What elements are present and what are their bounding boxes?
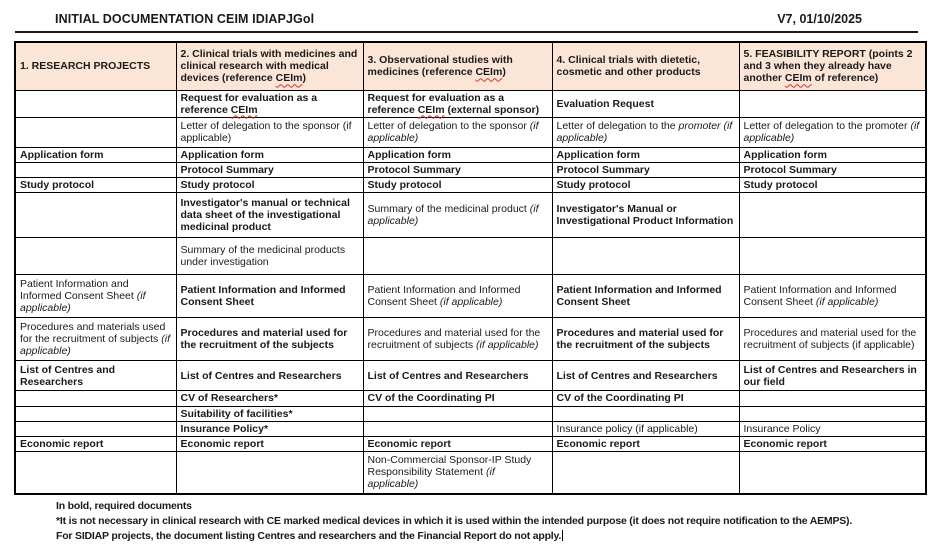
table-cell: [363, 147, 552, 162]
table-row: [15, 90, 926, 117]
cell-text: (if applicable): [556, 120, 733, 145]
footer-note-sidiap-text: For SIDIAP projects, the document listing Centres and researchers and the Financial Report do not apply.: [56, 529, 562, 542]
table-cell: [739, 193, 926, 238]
table-row: [15, 436, 926, 451]
cell-text: Study protocol: [743, 179, 818, 192]
cell-text: Letter of delegation to the sponsor: [367, 120, 530, 133]
cell-text: Procedures and material used for the recruitment of the subjects: [556, 327, 724, 352]
cell-text: Application form: [20, 148, 104, 161]
column-header-1: [15, 42, 176, 90]
table-cell: [15, 163, 176, 178]
cell-text: Study protocol: [367, 179, 442, 192]
cell-text: CV of the Coordinating PI: [556, 392, 684, 405]
table-cell: [739, 117, 926, 147]
table-cell: [739, 163, 926, 178]
table-cell: [552, 238, 739, 275]
table-cell: [15, 318, 176, 361]
table-cell: [739, 90, 926, 117]
table-cell: [176, 452, 363, 494]
table-row: [15, 163, 926, 178]
table-cell: [363, 238, 552, 275]
table-cell: [363, 163, 552, 178]
table-row: [15, 193, 926, 238]
table-cell: [176, 391, 363, 406]
cell-text: Suitability of facilities*: [180, 407, 293, 420]
text-cursor: [562, 530, 563, 541]
cell-text: Investigator's manual or technical data sheet of the investigational medicinal product: [180, 197, 350, 234]
cell-text: Protocol Summary: [556, 164, 650, 177]
table-row: [15, 117, 926, 147]
table-cell: [15, 406, 176, 421]
cell-text: ): [302, 72, 306, 85]
table-cell: [176, 163, 363, 178]
table-row: [15, 406, 926, 421]
cell-text: Summary of the medicinal products under investigation: [180, 244, 346, 269]
cell-text: Procedures and materials used for the recruitment of subjects: [20, 321, 166, 346]
ceim-spellcheck-text: CEIm: [275, 72, 303, 85]
cell-text: Application form: [556, 148, 640, 161]
table-cell: [552, 178, 739, 193]
cell-text: Non-Commercial Sponsor-IP Study Responsibility Statement: [367, 454, 532, 479]
table-cell: [552, 361, 739, 391]
table-cell: [552, 193, 739, 238]
table-cell: [15, 436, 176, 451]
table-cell: [552, 163, 739, 178]
table-cell: [739, 391, 926, 406]
cell-text: Letter of delegation to the promoter: [743, 120, 911, 133]
ceim-spellcheck-text: CEIm: [417, 103, 445, 116]
table-cell: [552, 318, 739, 361]
table-cell: [176, 147, 363, 162]
table-cell: [739, 238, 926, 275]
cell-text: Insurance Policy*: [180, 422, 269, 435]
table-cell: [739, 436, 926, 451]
table-cell: [363, 117, 552, 147]
cell-text: 3. Observational studies with medicines (reference: [367, 54, 513, 79]
cell-text: Economic report: [556, 437, 640, 450]
cell-text: Letter of delegation to the: [556, 120, 679, 133]
table-cell: [363, 436, 552, 451]
cell-text: 5. FEASIBILITY REPORT (points 2 and 3 when they already have another: [743, 47, 913, 85]
cell-text: CV of Researchers*: [180, 392, 278, 405]
cell-text: (if applicable): [20, 333, 170, 358]
cell-text: Patient Information and Informed Consent Sheet: [180, 284, 346, 309]
table-cell: [176, 193, 363, 238]
table-cell: [15, 361, 176, 391]
column-header-4: [552, 42, 739, 90]
cell-text: (if applicable): [815, 296, 879, 309]
table-cell: [176, 275, 363, 318]
cell-text: Request for evaluation as a reference: [367, 91, 505, 116]
cell-text: promoter: [678, 120, 721, 133]
cell-text: Economic report: [743, 437, 827, 450]
table-cell: [176, 436, 363, 451]
documentation-table: [14, 41, 927, 495]
table-row: [15, 452, 926, 494]
table-cell: [15, 90, 176, 117]
cell-text: Patient Information and Informed Consent Sheet: [367, 284, 521, 309]
ceim-spellcheck-text: CEIm: [784, 72, 812, 85]
table-cell: [15, 421, 176, 436]
cell-text: Application form: [367, 148, 451, 161]
table-cell: [176, 318, 363, 361]
cell-text: 4. Clinical trials with dietetic, cosmetic and other products: [556, 54, 701, 79]
cell-text: Study protocol: [180, 179, 255, 192]
cell-text: List of Centres and Researchers: [367, 369, 529, 382]
table-cell: [15, 147, 176, 162]
table-cell: [176, 178, 363, 193]
table-cell: [552, 436, 739, 451]
cell-text: Economic report: [20, 437, 104, 450]
cell-text: Protocol Summary: [743, 164, 837, 177]
cell-text: (external sponsor): [444, 103, 540, 116]
table-cell: [739, 318, 926, 361]
cell-text: (if applicable): [743, 120, 920, 145]
table-cell: [15, 275, 176, 318]
table-row: [15, 147, 926, 162]
table-cell: [739, 421, 926, 436]
table-row: [15, 318, 926, 361]
cell-text: Application form: [180, 148, 264, 161]
ceim-spellcheck-text: CEIm: [475, 66, 503, 79]
table-cell: [363, 452, 552, 494]
cell-text: (if applicable): [20, 290, 146, 315]
document-header: [15, 4, 918, 33]
cell-text: Letter of delegation to the sponsor (if applicable): [180, 120, 352, 145]
cell-text: Procedures and material used for the recruitment of subjects (if applicable): [743, 327, 917, 352]
table-body: [15, 90, 926, 494]
table-cell: [15, 193, 176, 238]
cell-text: Protocol Summary: [367, 164, 461, 177]
cell-text: List of Centres and Researchers in our field: [743, 363, 917, 388]
table-cell: [552, 406, 739, 421]
table-cell: [15, 117, 176, 147]
table-cell: [176, 421, 363, 436]
table-cell: [739, 178, 926, 193]
cell-text: Economic report: [367, 437, 451, 450]
cell-text: Patient Information and Informed Consent Sheet: [556, 284, 722, 309]
cell-text: Evaluation Request: [556, 97, 654, 110]
table-row: [15, 275, 926, 318]
table-cell: [176, 361, 363, 391]
table-cell: [15, 452, 176, 494]
footer-notes: [56, 499, 933, 544]
table-cell: [552, 147, 739, 162]
cell-text: ): [502, 66, 506, 79]
cell-text: Economic report: [180, 437, 264, 450]
table-cell: [15, 178, 176, 193]
table-cell: [739, 452, 926, 494]
table-cell: [739, 275, 926, 318]
table-cell: [363, 275, 552, 318]
cell-text: (if applicable): [367, 120, 539, 145]
table-cell: [739, 361, 926, 391]
ceim-spellcheck-text: CEIm: [230, 103, 258, 116]
cell-text: (if applicable): [367, 466, 495, 491]
cell-text: of reference): [811, 72, 879, 85]
cell-text: Request for evaluation as a reference: [180, 91, 318, 116]
table-cell: [552, 421, 739, 436]
cell-text: Insurance Policy: [743, 422, 821, 435]
table-cell: [363, 193, 552, 238]
table-cell: [552, 90, 739, 117]
table-cell: [739, 147, 926, 162]
version-label: V7, 01/10/2025: [777, 12, 862, 26]
cell-text: Application form: [743, 148, 827, 161]
cell-text: (if applicable): [367, 203, 539, 228]
cell-text: (if applicable): [439, 296, 503, 309]
table-cell: [176, 90, 363, 117]
cell-text: List of Centres and Researchers: [556, 369, 718, 382]
table-cell: [176, 406, 363, 421]
cell-text: 1. RESEARCH PROJECTS: [20, 60, 151, 73]
table-cell: [363, 391, 552, 406]
cell-text: List of Centres and Researchers: [20, 363, 116, 388]
cell-text: Protocol Summary: [180, 164, 274, 177]
table-header: [15, 42, 926, 90]
table-cell: [739, 406, 926, 421]
table-cell: [363, 361, 552, 391]
table-cell: [176, 117, 363, 147]
table-cell: [552, 275, 739, 318]
cell-text: Patient Information and Informed Consent Sheet: [20, 278, 137, 303]
table-row: [15, 361, 926, 391]
cell-text: Study protocol: [556, 179, 631, 192]
column-header-2: [176, 42, 363, 90]
cell-text: Investigator's Manual or Investigational Product Information: [556, 203, 734, 228]
table-cell: [552, 117, 739, 147]
cell-text: (if applicable): [476, 339, 539, 352]
column-header-5: [739, 42, 926, 90]
table-cell: [363, 318, 552, 361]
column-header-3: [363, 42, 552, 90]
footer-note-bold-legend: In bold, required documents: [56, 499, 192, 512]
table-cell: [363, 178, 552, 193]
table-cell: [363, 90, 552, 117]
cell-text: Patient Information and Informed Consent Sheet: [743, 284, 897, 309]
table-cell: [176, 238, 363, 275]
table-row: [15, 421, 926, 436]
cell-text: Summary of the medicinal product: [367, 203, 530, 216]
footer-note-sidiap: [56, 529, 933, 544]
cell-text: CV of the Coordinating PI: [367, 392, 495, 405]
cell-text: Study protocol: [20, 179, 95, 192]
cell-text: Procedures and material used for the recruitment of subjects: [367, 327, 541, 352]
table-row: [15, 391, 926, 406]
cell-text: 2. Clinical trials with medicines and clinical research with medical devices (reference: [180, 47, 358, 85]
page-title: INITIAL DOCUMENTATION CEIM IDIAPJGol: [55, 12, 315, 26]
header-row: [15, 42, 926, 90]
table-cell: [363, 406, 552, 421]
table-cell: [552, 391, 739, 406]
table-row: [15, 178, 926, 193]
cell-text: Procedures and material used for the recruitment of the subjects: [180, 327, 348, 352]
table-cell: [15, 391, 176, 406]
table-cell: [15, 238, 176, 275]
table-cell: [552, 452, 739, 494]
footer-note-asterisk: *It is not necessary in clinical research with CE marked medical devices in which it is used within the intended purpose (it does not require notification to the AEMPS).: [56, 514, 853, 527]
cell-text: Insurance policy (if applicable): [556, 422, 698, 435]
table-cell: [363, 421, 552, 436]
cell-text: List of Centres and Researchers: [180, 369, 342, 382]
table-row: [15, 238, 926, 275]
